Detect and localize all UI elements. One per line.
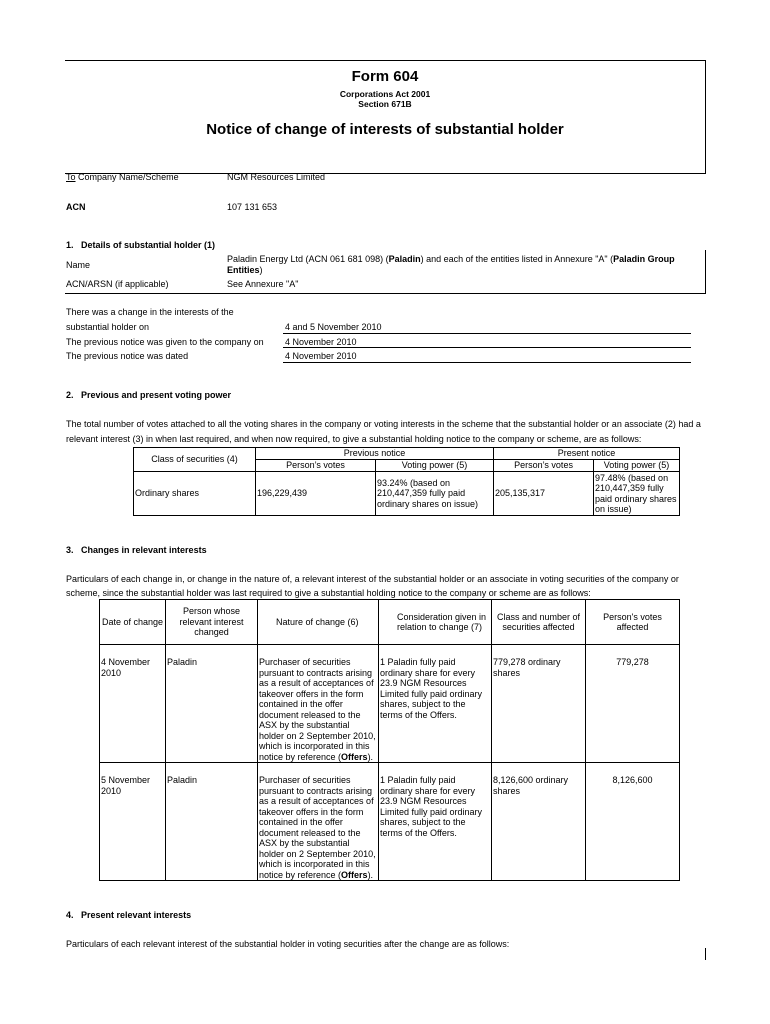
group-name-cont: Entities [227,265,260,275]
notice-given-label: The previous notice was given to the company on [66,337,264,347]
nature-header: Nature of change (6) [258,600,379,645]
consideration-cell: 1 Paladin fully paid ordinary share for every 23.9 NGM Resources Limited fully paid ordinary shares, subject to the terms of the Offers. [379,763,492,881]
holder-name-value [227,254,677,276]
section-number: Section 671B [358,99,412,109]
section1-heading [66,240,215,250]
changes-table [99,599,680,881]
notice-dated-label: The previous notice was dated [66,351,189,361]
person-cell: Paladin [166,763,258,881]
section2-para-line1: The total number of votes attached to all the voting shares in the company or voting interests in the scheme that the substantial holder or an associate (2) had a [66,419,701,429]
table-row [100,763,680,881]
notice-given-underline [283,347,691,348]
date-header: Date of change [100,600,166,645]
date-cell: 4 November 2010 [100,645,166,763]
securities-cell: 779,278 ordinary shares [492,645,586,763]
present-notice-header: Present notice [494,448,680,460]
holder-name-text-mid: ) and each of the entities listed in Annexure "A" ( [420,254,614,264]
section3-para-line1: Particulars of each change in, or change in the nature of, a relevant interest of the substantial holder or an associate in voting securities of the company or [66,574,679,584]
right-border-bottom [705,948,706,960]
section-heading-text: Previous and present voting power [81,390,232,400]
holder-name-text: Paladin Energy Ltd (ACN 061 681 098) ( [227,254,389,264]
section1-divider [65,293,706,294]
nature-cell [258,763,379,881]
section-number: 2. [66,390,74,400]
company-name-label: Company Name/Scheme [78,172,179,182]
section-heading-text: Present relevant interests [81,910,192,920]
nature-cell [258,645,379,763]
nature-text: Purchaser of securities pursuant to contracts arising as a result of acceptances of takeover offers in the form contained in the offer document released to the ASX by the substantial holder on 2 September 2010, which is incorporated in this notice by reference ( [259,657,376,762]
section4-heading [66,910,191,920]
holder-name-label: Name [66,260,91,270]
section-heading-text: Changes in relevant interests [81,545,207,555]
top-border [65,60,706,61]
previous-notice-header: Previous notice [256,448,494,460]
change-date-value: 4 and 5 November 2010 [285,322,382,332]
holder-short-name: Paladin [388,254,421,264]
change-date-underline [283,333,691,334]
change-intro: There was a change in the interests of the [66,307,234,317]
section2-heading [66,390,231,400]
consideration-cell: 1 Paladin fully paid ordinary share for every 23.9 NGM Resources Limited fully paid ordinary shares, subject to the terms of the Offers. [379,645,492,763]
notice-dated-value: 4 November 2010 [285,351,357,361]
to-row [66,172,179,182]
company-name-value: NGM Resources Limited [227,172,326,182]
votes-header: Person's votes affected [586,600,680,645]
person-header: Person whose relevant interest changed [166,600,258,645]
pres-votes-cell: 205,135,317 [494,472,594,516]
securities-header: Class and number of securities affected [492,600,586,645]
table-row [134,472,680,516]
class-cell: Ordinary shares [134,472,256,516]
votes-cell: 8,126,600 [586,763,680,881]
prev-power-header: Voting power (5) [376,460,494,472]
pres-power-cell: 97.48% (based on 210,447,359 fully paid ordinary shares on issue) [594,472,680,516]
to-label: To [66,172,76,182]
nature-text: Purchaser of securities pursuant to contracts arising as a result of acceptances of takeover offers in the form contained in the offer document released to the ASX by the substantial holder on 2 September 2010, which is incorporated in this notice by reference ( [259,775,376,880]
section4-para: Particulars of each relevant interest of the substantial holder in voting securities after the change are as follows: [66,939,510,949]
section3-heading [66,545,207,555]
right-border-lower [705,250,706,294]
group-name: Paladin Group [613,254,675,264]
prev-votes-cell: 196,229,439 [256,472,376,516]
nature-end: ). [367,869,374,880]
section-number: 3. [66,545,74,555]
section-number: 4. [66,910,74,920]
notice-dated-underline [283,362,691,363]
notice-given-value: 4 November 2010 [285,337,357,347]
section-number: 1. [66,240,74,250]
acn-value: 107 131 653 [227,202,278,212]
section3-para-line2: scheme, since the substantial holder was last required to give a substantial holding notice to the company or scheme are as follows: [66,588,591,598]
page-title: Notice of change of interests of substantial holder [206,121,564,138]
holder-name-end: ) [259,265,263,275]
consideration-header: Consideration given in relation to change (7) [379,600,492,645]
securities-cell: 8,126,600 ordinary shares [492,763,586,881]
table-row [100,645,680,763]
person-cell: Paladin [166,645,258,763]
prev-power-cell: 93.24% (based on 210,447,359 fully paid ordinary shares on issue) [376,472,494,516]
date-cell: 5 November 2010 [100,763,166,881]
nature-end: ). [367,751,374,762]
pres-votes-header: Person’s votes [494,460,594,472]
voting-power-table [133,447,680,516]
pres-power-header: Voting power (5) [594,460,680,472]
section-heading-text: Details of substantial holder (1) [81,240,216,250]
act-name: Corporations Act 2001 [339,89,431,99]
form-number: Form 604 [351,68,419,85]
offers-term: Offers [341,869,368,880]
class-header: Class of securities (4) [134,448,256,472]
acn-label: ACN [66,202,86,212]
holder-acn-value: See Annexure "A" [227,279,299,289]
section2-para-line2: relevant interest (3) in when last required, and when now required, to give a substantial holding notice to the company or scheme, are as follows: [66,434,642,444]
change-date-label: substantial holder on [66,322,150,332]
offers-term: Offers [341,751,368,762]
votes-cell: 779,278 [586,645,680,763]
holder-acn-label: ACN/ARSN (if applicable) [66,279,169,289]
prev-votes-header: Person’s votes [256,460,376,472]
